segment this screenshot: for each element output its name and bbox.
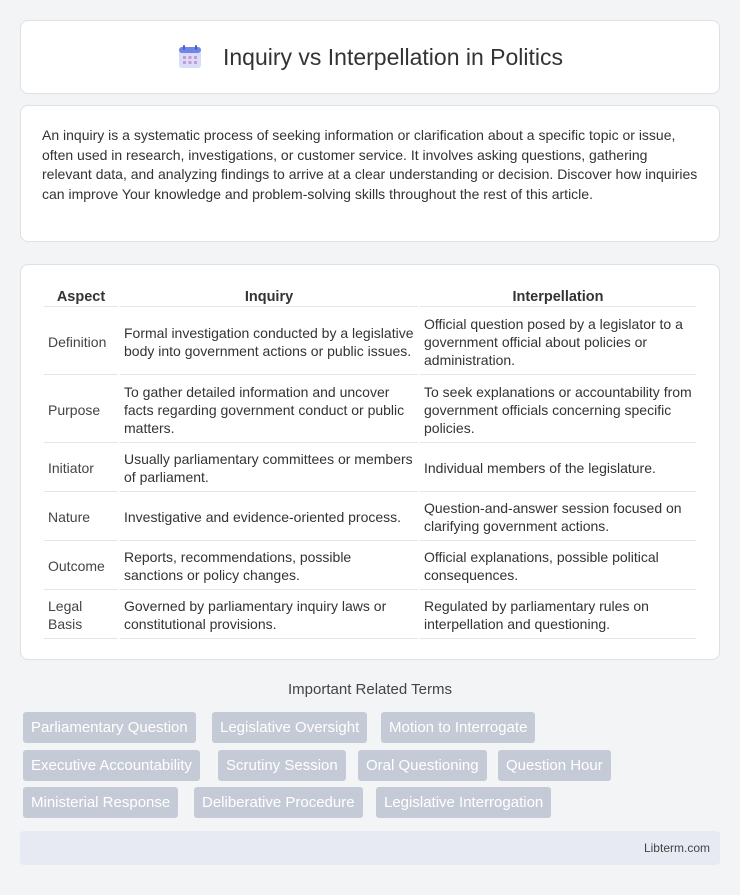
cell-interpellation: Official explanations, possible political consequences. (420, 543, 696, 590)
footer (20, 831, 720, 865)
cell-aspect: Definition (44, 309, 118, 375)
cell-interpellation: Individual members of the legislature. (420, 445, 696, 492)
header-inquiry: Inquiry (120, 287, 418, 307)
cell-inquiry: To gather detailed information and uncover facts regarding government conduct or public matters. (120, 377, 418, 443)
table-row (44, 377, 696, 443)
cell-inquiry: Governed by parliamentary inquiry laws or constitutional provisions. (120, 592, 418, 639)
related-term-tag[interactable]: Oral Questioning (358, 750, 487, 781)
related-term-tag[interactable]: Executive Accountability (23, 750, 200, 781)
header-aspect: Aspect (44, 287, 118, 307)
table-row (44, 494, 696, 541)
cell-inquiry: Investigative and evidence-oriented process. (120, 494, 418, 541)
cell-aspect: Legal Basis (44, 592, 118, 639)
comparison-table (42, 285, 698, 641)
page-title: Inquiry vs Interpellation in Politics (222, 43, 564, 70)
cell-aspect: Purpose (44, 377, 118, 443)
table-header-row (44, 287, 696, 307)
intro-text: An inquiry is a systematic process of seeking information or clarification about a specific topic or issue, often used in research, investigations, or customer service. It involves asking questions, gathering relevant data, and analyzing findings to arrive at a clear understanding or decision. Discover how inquiries can improve Your knowledge and problem-solving skills throughout the rest of this article. (42, 127, 698, 202)
cell-aspect: Outcome (44, 543, 118, 590)
cell-interpellation: Question-and-answer session focused on clarifying government actions. (420, 494, 696, 541)
related-terms-title: Important Related Terms (288, 681, 452, 698)
related-term-tag[interactable]: Parliamentary Question (23, 712, 196, 743)
related-term-tag[interactable]: Question Hour (498, 750, 611, 781)
cell-interpellation: Official question posed by a legislator to a government official about policies or administration. (420, 309, 696, 375)
cell-interpellation: To seek explanations or accountability from government officials concerning specific policies. (420, 377, 696, 443)
related-term-tag[interactable]: Scrutiny Session (218, 750, 346, 781)
related-term-tag[interactable]: Motion to Interrogate (381, 712, 535, 743)
cell-inquiry: Usually parliamentary committees or members of parliament. (120, 445, 418, 492)
cell-interpellation: Regulated by parliamentary rules on interpellation and questioning. (420, 592, 696, 639)
cell-inquiry: Formal investigation conducted by a legislative body into government actions or public issues. (120, 309, 418, 375)
header-interpellation: Interpellation (420, 287, 696, 307)
table-row (44, 445, 696, 492)
related-term-tag[interactable]: Ministerial Response (23, 787, 178, 818)
intro-card (20, 105, 720, 242)
cell-aspect: Nature (44, 494, 118, 541)
header-card (20, 20, 720, 94)
cell-aspect: Initiator (44, 445, 118, 492)
footer-brand[interactable]: Libterm.com (643, 841, 710, 855)
cell-inquiry: Reports, recommendations, possible sanctions or policy changes. (120, 543, 418, 590)
table-row (44, 543, 696, 590)
table-row (44, 592, 696, 639)
related-term-tag[interactable]: Legislative Oversight (212, 712, 367, 743)
comparison-card (20, 264, 720, 660)
related-term-tag[interactable]: Deliberative Procedure (194, 787, 363, 818)
related-term-tag[interactable]: Legislative Interrogation (376, 787, 551, 818)
table-row (44, 309, 696, 375)
calendar-icon (177, 44, 203, 70)
